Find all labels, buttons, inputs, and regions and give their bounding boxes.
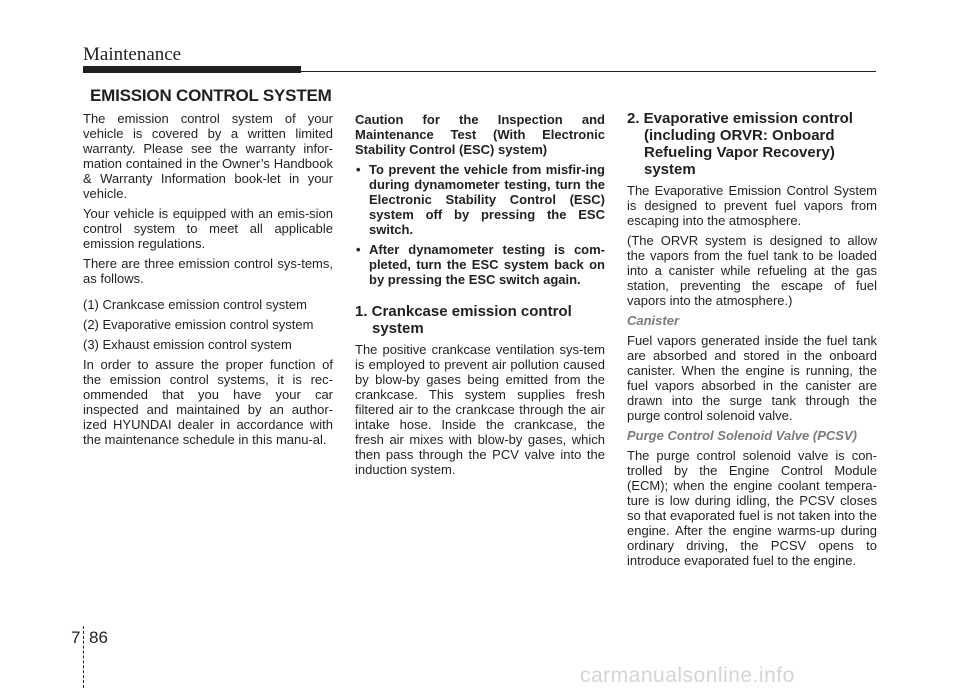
paragraph-pcsv: The purge control solenoid valve is con-trolled by the Engine Control Module (ECM); when the engine coolant tempera-ture is low during idling, the PCSV closes so that evaporated fuel is not taken into the engine. After the engine warms-up during ordinary driving, the PCSV opens to introduce evaporated fuel to the engine. [627, 448, 877, 568]
bullet-item: • To prevent the vehicle from misfir-ing during dynamometer testing, turn the Electronic Stability Control (ESC) system off by pressing the ESC switch. [355, 162, 605, 237]
list-item: (3) Exhaust emission control system [83, 337, 292, 352]
header-rule [301, 71, 876, 72]
paragraph-orvr: (The ORVR system is designed to allow the vapors from the fuel tank to be loaded into a canister while refueling at the gas station, preventing the escape of fuel vapors into the atmosphere.) [627, 233, 877, 308]
bullet-item: • After dynamometer testing is com-pleted, turn the ESC system back on by pressing the ESC switch again. [355, 242, 605, 287]
caution-bullet-list [355, 162, 605, 287]
watermark: carmanualsonline.info [580, 664, 795, 687]
paragraph-crankcase: The positive crankcase ventilation sys-tem is employed to prevent air pollution caused by blow-by gases being emitted from the crankcase. This system supplies fresh filtered air to the crankcase through the air intake hose. Inside the crankcase, the fresh air mixes with blow-by gases, which then pass through the PCV valve into the induction system. [355, 342, 605, 477]
header-bar [83, 66, 301, 73]
evaporative-heading: 2. Evaporative emission control (including ORVR: Onboard Refueling Vapor Recovery) system [627, 110, 853, 178]
list-item: (1) Crankcase emission control system [83, 297, 307, 312]
paragraph-assure-function: In order to assure the proper function of the emission control systems, it is rec-ommended that you have your car inspected and maintained by an author-ized HYUNDAI dealer in accordance with the maintenance schedule in this manu-al. [83, 357, 333, 447]
section-heading: EMISSION CONTROL SYSTEM [90, 86, 332, 105]
footer-divider [83, 626, 84, 688]
list-item: (2) Evaporative emission control system [83, 317, 314, 332]
paragraph-equipped: Your vehicle is equipped with an emis-sion control system to meet all applicable emission regulations. [83, 206, 333, 251]
page-header-title: Maintenance [83, 44, 182, 65]
canister-heading: Canister [627, 313, 680, 328]
crankcase-heading: 1. Crankcase emission control system [355, 303, 572, 337]
chapter-number: 7 [71, 628, 81, 647]
pcsv-heading: Purge Control Solenoid Valve (PCSV) [627, 428, 857, 443]
caution-title: Caution for the Inspection and Maintenance Test (With Electronic Stability Control (ESC) system) [355, 112, 605, 157]
column-1 [83, 111, 333, 452]
paragraph-warranty: The emission control system of your vehicle is covered by a written limited warranty. Please see the warranty infor-mation contained in the Owner’s Handbook & Warranty Information book-let in your vehicle. [83, 111, 333, 201]
paragraph-three-systems: There are three emission control sys-tems, as follows. [83, 256, 333, 286]
page-number: 86 [89, 628, 108, 647]
paragraph-canister: Fuel vapors generated inside the fuel tank are absorbed and stored in the onboard canister. When the engine is running, the fuel vapors absorbed in the canister are drawn into the surge tank through the purge control solenoid valve. [627, 333, 877, 423]
column-2 [355, 112, 605, 482]
column-3 [627, 110, 877, 573]
paragraph-evap-system: The Evaporative Emission Control System is designed to prevent fuel vapors from escaping into the atmosphere. [627, 183, 877, 228]
